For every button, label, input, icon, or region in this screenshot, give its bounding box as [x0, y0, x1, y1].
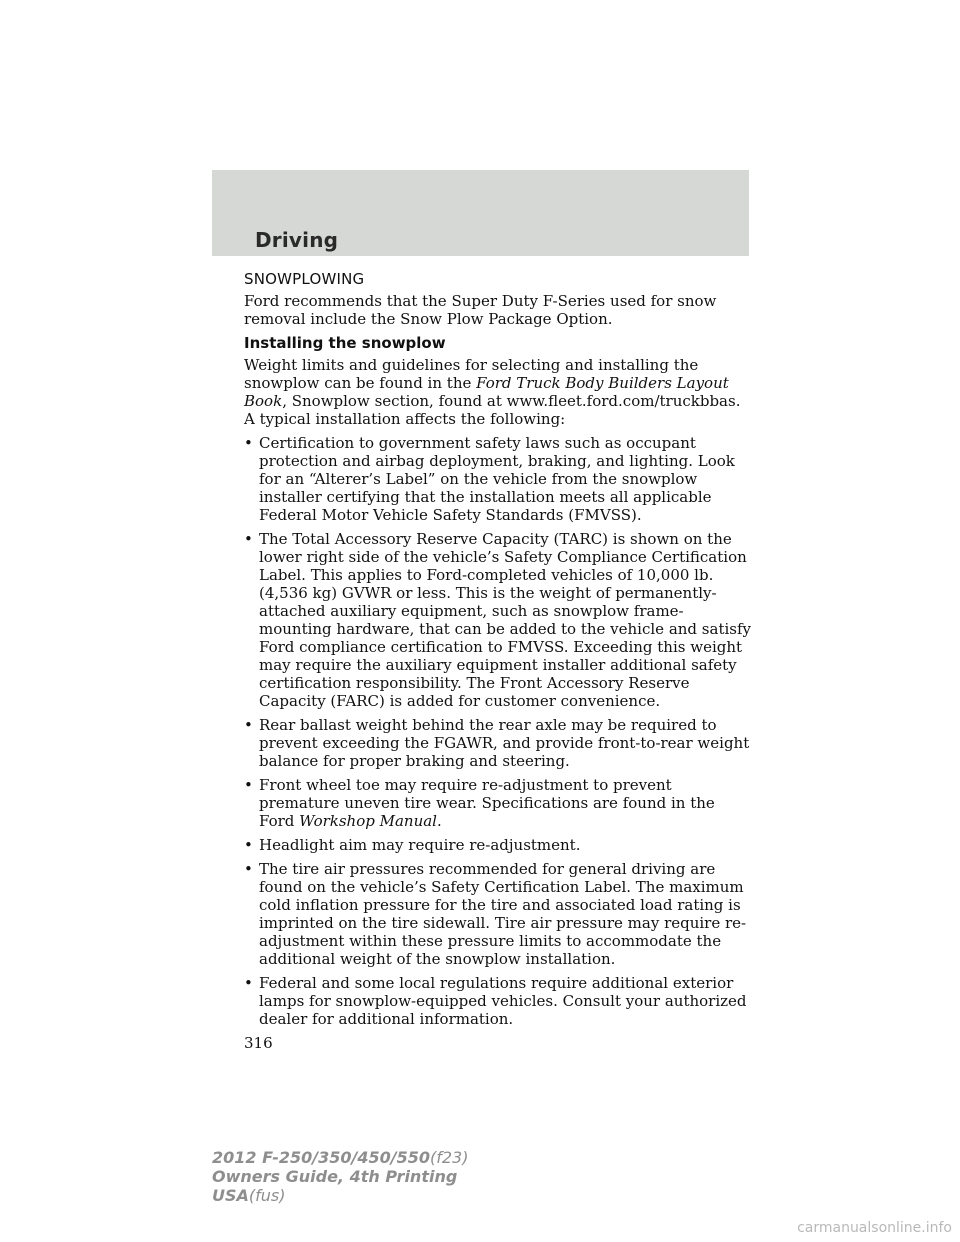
bullet-icon: • — [244, 836, 253, 854]
list-item-text: Federal and some local regulations require additional exterior lamps for snowplow-equipped vehicles. Consult your authorized dealer for additional information. — [259, 974, 747, 1028]
footer-line-printing: Owners Guide, 4th Printing — [212, 1167, 458, 1186]
footer-line-region — [212, 1186, 468, 1205]
section-header-band — [212, 170, 749, 256]
footer-model-code: (f23) — [430, 1148, 469, 1167]
guidelines-paragraph — [244, 356, 754, 428]
guidelines-text-1: Weight limits and guidelines for selecting and installing the snowplow can be found in the — [244, 356, 699, 392]
list-item — [244, 836, 754, 854]
list-item — [244, 974, 754, 1028]
book-title: Ford Truck Body Builders Layout Book — [244, 374, 729, 410]
list-item-text: Front wheel toe may require re-adjustment to prevent premature uneven tire wear. Specifications are found in the Ford — [259, 776, 715, 830]
footer-line-model — [212, 1148, 468, 1167]
list-item-text: The tire air pressures recommended for general driving are found on the vehicle’s Safety Certification Label. The maximum cold inflation pressure for the tire and associated load rating is imprinted on the tire sidewall. Tire air pressure may require re-adjustment within these pressure limits to accommodate the additional weight of the snowplow installation. — [259, 860, 747, 968]
bullet-icon: • — [244, 860, 253, 878]
list-item-text: The Total Accessory Reserve Capacity (TARC) is shown on the lower right side of the vehicle’s Safety Compliance Certification Label. This applies to Ford-completed vehicles of 10,000 lb. (4,536 kg) GVWR or less. This is the weight of permanently-attached auxiliary equipment, such as snowplow frame-mounting hardware, that can be added to the vehicle and satisfy Ford compliance certification to FMVSS. Exceeding this weight may require the auxiliary equipment installer additional safety certification responsibility. The Front Accessory Reserve Capacity (FARC) is added for customer convenience. — [259, 530, 751, 710]
list-item — [244, 434, 754, 524]
subheading: Installing the snowplow — [244, 334, 446, 352]
list-item — [244, 776, 754, 830]
bullet-icon: • — [244, 530, 253, 548]
manual-title: Workshop Manual — [299, 812, 437, 830]
intro-paragraph: Ford recommends that the Super Duty F-Series used for snow removal include the Snow Plow Package Option. — [244, 292, 717, 328]
page-heading: SNOWPLOWING — [244, 270, 365, 288]
list-item — [244, 860, 754, 968]
page-content — [244, 270, 754, 1052]
list-item-text: Certification to government safety laws such as occupant protection and airbag deployment, braking, and lighting. Look for an “Alterer’s Label” on the vehicle from the snowplow installer certifying that the installation meets all applicable Federal Motor Vehicle Safety Standards (FMVSS). — [259, 434, 735, 524]
list-item-text-end: . — [436, 812, 442, 830]
section-title: Driving — [255, 228, 339, 252]
document-footer — [212, 1148, 468, 1205]
guidelines-text-2: , Snowplow section, found at www.fleet.ford.com/truckbbas. A typical installation affects the following: — [244, 392, 741, 428]
list-item — [244, 530, 754, 710]
page-number: 316 — [244, 1034, 273, 1052]
bullet-icon: • — [244, 434, 253, 452]
bullet-icon: • — [244, 716, 253, 734]
footer-region-code: (fus) — [248, 1186, 286, 1205]
list-item-text: Headlight aim may require re-adjustment. — [259, 836, 581, 854]
bullet-icon: • — [244, 974, 253, 992]
footer-region: USA — [212, 1186, 249, 1205]
effects-list — [244, 434, 754, 1028]
watermark: carmanualsonline.info — [797, 1220, 952, 1236]
list-item — [244, 716, 754, 770]
list-item-text: Rear ballast weight behind the rear axle may be required to prevent exceeding the FGAWR, and provide front-to-rear weight balance for proper braking and steering. — [259, 716, 750, 770]
footer-model: 2012 F-250/350/450/550 — [212, 1148, 430, 1167]
bullet-icon: • — [244, 776, 253, 794]
